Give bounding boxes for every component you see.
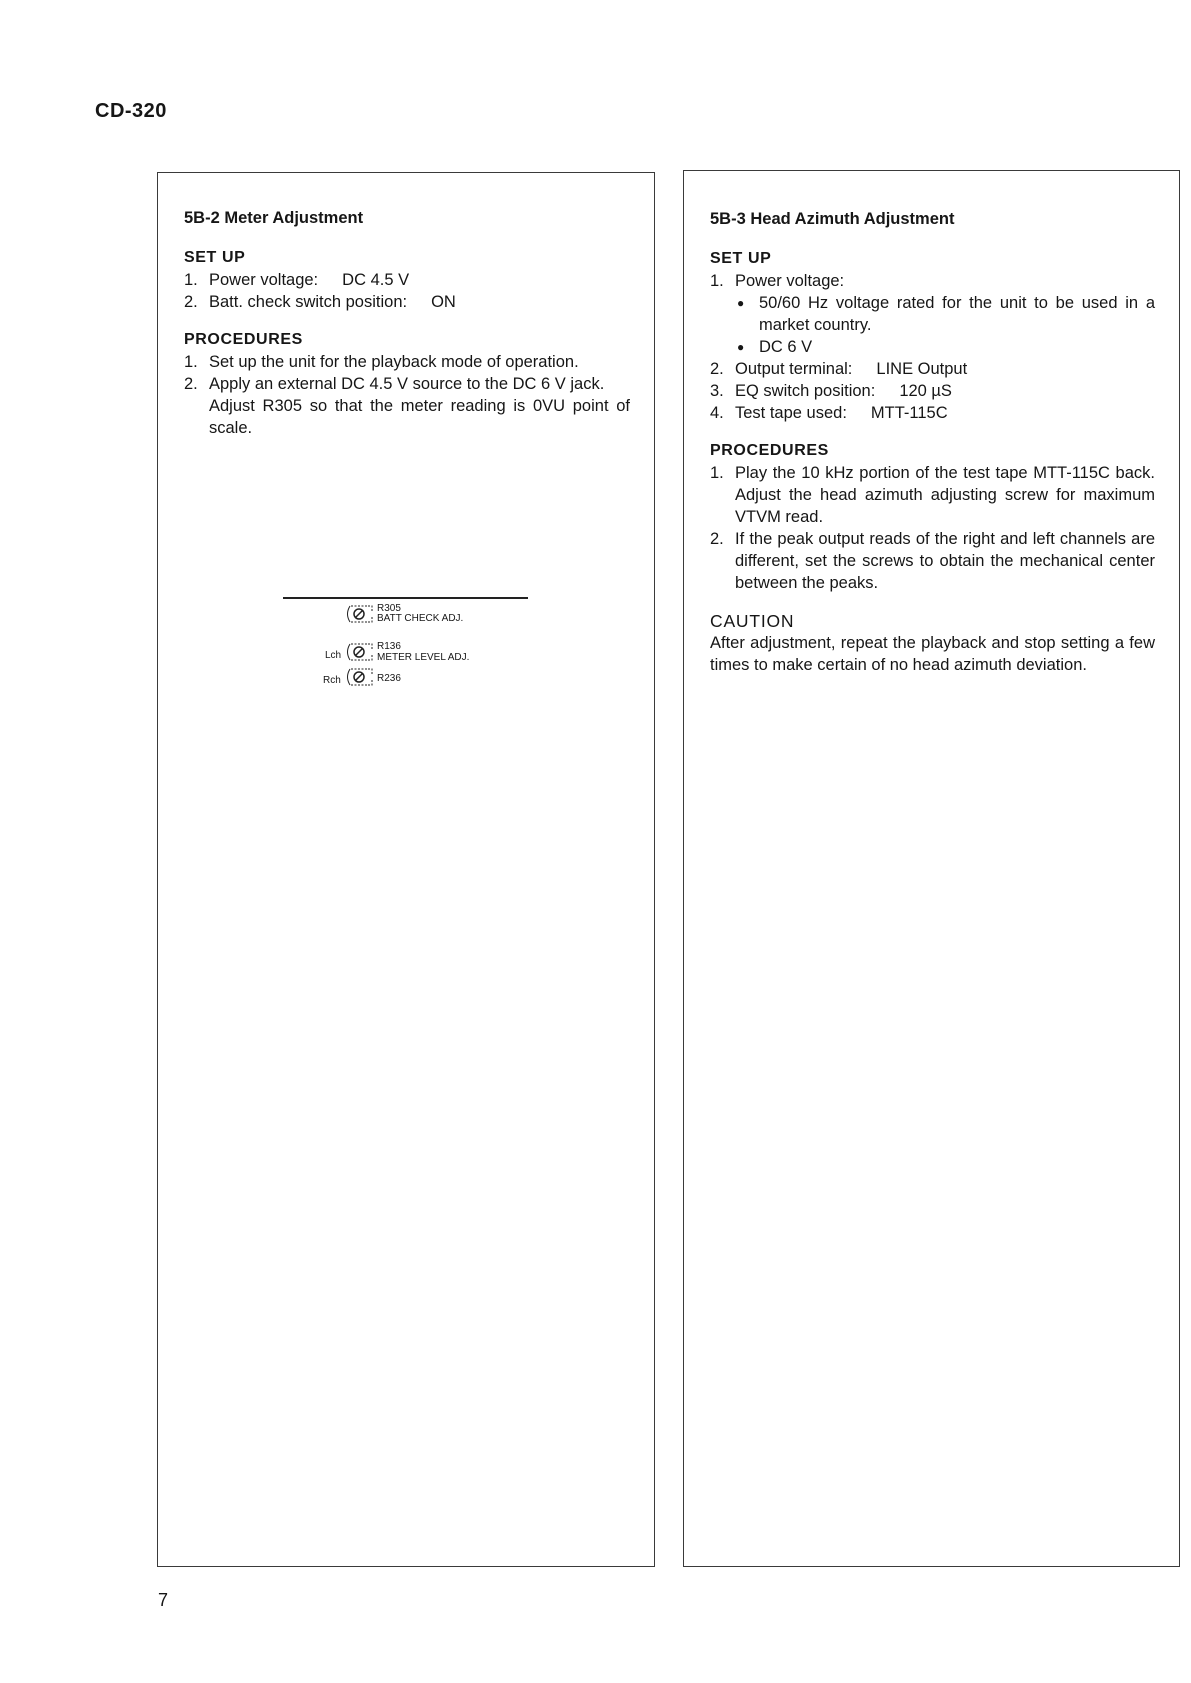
r236-label: R236 bbox=[377, 673, 401, 684]
r136-trimmer-icon bbox=[348, 644, 373, 660]
item-text: If the peak output reads of the right and left channels are different, set the screws to obtain the mechanical center between the peaks. bbox=[735, 530, 1155, 592]
item-number: 1. bbox=[184, 271, 198, 289]
list-item bbox=[710, 402, 1155, 424]
item-number: 1. bbox=[710, 464, 724, 482]
meter-adjustment-content bbox=[184, 207, 630, 455]
page-number: 7 bbox=[158, 1590, 169, 1610]
item-value: ON bbox=[431, 293, 456, 311]
procedures-heading: PROCEDURES bbox=[184, 331, 303, 348]
procedures-block bbox=[710, 440, 1155, 594]
lch-label: Lch bbox=[325, 650, 342, 661]
bullet-list bbox=[710, 292, 1155, 358]
bullet-text: 50/60 Hz voltage rated for the unit to be used in a market country. bbox=[759, 294, 1155, 334]
list-item bbox=[184, 351, 630, 373]
bullet-item bbox=[710, 292, 1155, 336]
bullet-icon: ● bbox=[737, 296, 745, 310]
bullet-icon: ● bbox=[737, 340, 745, 354]
caution-block bbox=[710, 610, 1155, 676]
item-text bbox=[735, 380, 1155, 402]
item-text bbox=[209, 291, 630, 313]
item-text: Apply an external DC 4.5 V source to the DC 6 V jack. bbox=[209, 375, 605, 393]
procedure-note: Adjust R305 so that the meter reading is 0VU point of scale. bbox=[209, 397, 630, 437]
item-number: 1. bbox=[184, 353, 198, 371]
list-item bbox=[184, 269, 630, 291]
setup-heading: SET UP bbox=[184, 249, 246, 266]
item-number: 4. bbox=[710, 404, 724, 422]
setup-block bbox=[184, 247, 630, 313]
procedures-list bbox=[184, 351, 630, 395]
bullet-item bbox=[710, 336, 1155, 358]
item-text: Set up the unit for the playback mode of operation. bbox=[209, 353, 579, 371]
item-text bbox=[209, 269, 630, 291]
meter-adjustment-panel bbox=[157, 172, 655, 1567]
caution-text: After adjustment, repeat the playback and stop setting a few times to make certain of no head azimuth deviation. bbox=[710, 634, 1155, 674]
list-item bbox=[710, 380, 1155, 402]
caution-heading: CAUTION bbox=[710, 611, 795, 631]
procedures-heading: PROCEDURES bbox=[710, 442, 829, 459]
item-value: MTT-115C bbox=[870, 404, 948, 422]
model-number: CD-320 bbox=[95, 100, 167, 122]
setup-block bbox=[710, 248, 1155, 424]
item-text: Play the 10 kHz portion of the test tape MTT-115C back. Adjust the head azimuth adjusting screw for maximum VTVM read. bbox=[735, 464, 1155, 526]
section-title: 5B-3 Head Azimuth Adjustment bbox=[710, 210, 955, 228]
list-item bbox=[710, 462, 1155, 528]
r305-label: R305 bbox=[377, 603, 401, 614]
procedures-block bbox=[184, 329, 630, 439]
item-label: Test tape used: bbox=[735, 404, 847, 422]
head-azimuth-panel bbox=[683, 170, 1180, 1567]
item-text bbox=[735, 402, 1155, 424]
item-label: Batt. check switch position: bbox=[209, 293, 408, 311]
setup-heading: SET UP bbox=[710, 250, 772, 267]
procedures-list bbox=[710, 462, 1155, 594]
item-number: 2. bbox=[184, 293, 198, 311]
setup-list bbox=[184, 269, 630, 313]
item-value: DC 4.5 V bbox=[342, 271, 410, 289]
item-number: 1. bbox=[710, 272, 724, 290]
item-text bbox=[735, 358, 1155, 380]
list-item bbox=[184, 291, 630, 313]
item-label: Power voltage: bbox=[209, 271, 319, 289]
r136-label: R136 bbox=[377, 641, 401, 652]
meter-level-label: METER LEVEL ADJ. bbox=[377, 652, 470, 663]
setup-list bbox=[710, 270, 1155, 424]
item-value: 120 µS bbox=[899, 382, 952, 400]
list-item bbox=[710, 270, 1155, 358]
trimmer-diagram bbox=[283, 597, 528, 707]
list-item bbox=[710, 358, 1155, 380]
item-row bbox=[710, 270, 1155, 292]
head-azimuth-content bbox=[710, 208, 1155, 692]
item-label: EQ switch position: bbox=[735, 382, 876, 400]
r236-trimmer-icon bbox=[348, 669, 373, 685]
item-value: LINE Output bbox=[876, 360, 968, 378]
item-number: 2. bbox=[184, 375, 198, 393]
rch-label: Rch bbox=[323, 675, 341, 686]
list-item bbox=[184, 373, 630, 395]
section-title: 5B-2 Meter Adjustment bbox=[184, 209, 364, 227]
item-number: 3. bbox=[710, 382, 724, 400]
item-label: Output terminal: bbox=[735, 360, 853, 378]
list-item bbox=[710, 528, 1155, 594]
item-number: 2. bbox=[710, 360, 724, 378]
item-number: 2. bbox=[710, 530, 724, 548]
bullet-text: DC 6 V bbox=[759, 338, 813, 356]
item-label: Power voltage: bbox=[735, 272, 845, 290]
batt-check-label: BATT CHECK ADJ. bbox=[377, 613, 464, 624]
r305-trimmer-icon bbox=[348, 606, 373, 622]
